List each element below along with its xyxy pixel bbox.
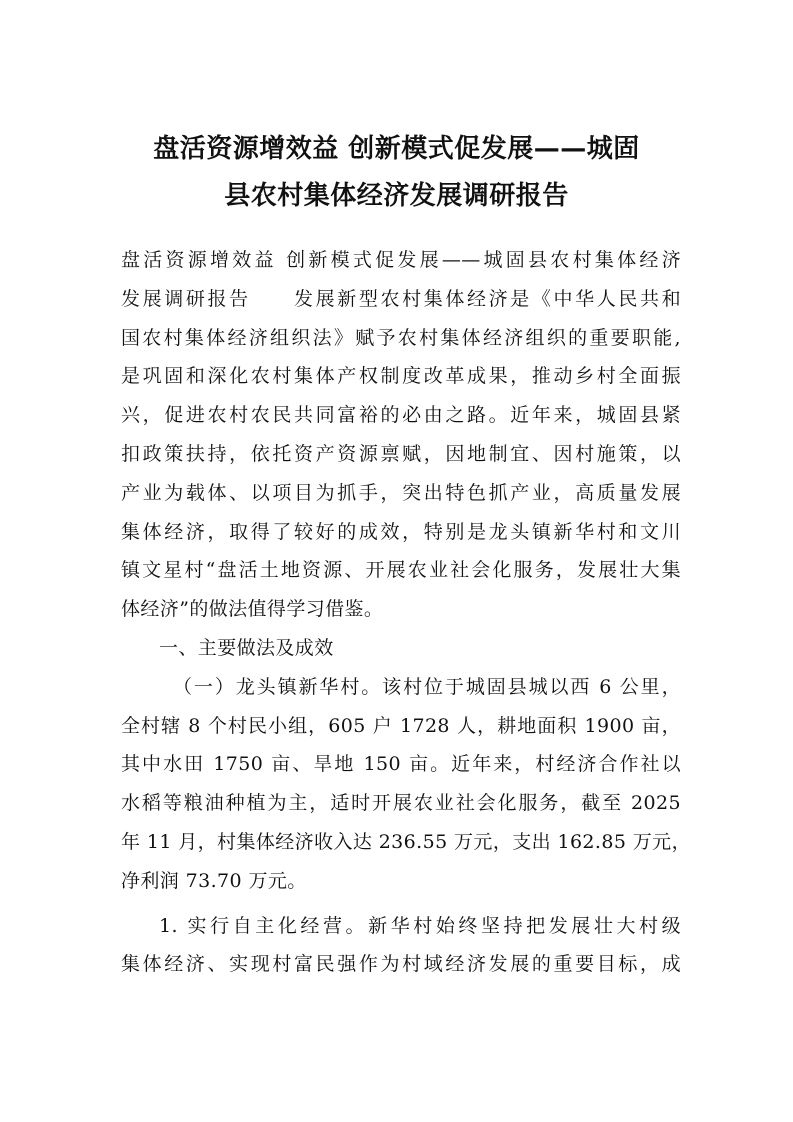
document-title bbox=[100, 126, 693, 220]
body-line: 全村辖 8 个村民小组，605 户 1728 人，耕地面积 1900 亩， bbox=[121, 714, 681, 737]
body-line: 兴，促进农村农民共同富裕的必由之路。近年来，城固县紧 bbox=[121, 404, 681, 427]
body-line: 其中水田 1750 亩、旱地 150 亩。近年来，村经济合作社以 bbox=[121, 753, 681, 776]
body-line: 体经济”的做法值得学习借鉴。 bbox=[121, 598, 384, 621]
body-line: 集体经济，取得了较好的成效，特别是龙头镇新华村和文川 bbox=[121, 520, 681, 543]
body-line: （一）龙头镇新华村。该村位于城固县城以西 6 公里， bbox=[173, 675, 681, 698]
section-heading: 一、主要做法及成效 bbox=[159, 636, 334, 659]
title-line-2: 县农村集体经济发展调研报告 bbox=[224, 181, 569, 211]
body-line: 净利润 73.70 万元。 bbox=[121, 869, 307, 892]
body-line: 盘活资源增效益 创新模式促发展——城固县农村集体经济 bbox=[121, 249, 681, 271]
body-line: 扣政策扶持，依托资产资源禀赋，因地制宜、因村施策，以 bbox=[121, 442, 681, 465]
body-line: 是巩固和深化农村集体产权制度改革成果，推动乡村全面振 bbox=[121, 365, 681, 388]
body-line: 年 11 月，村集体经济收入达 236.55 万元，支出 162.85 万元， bbox=[121, 830, 691, 853]
body-line: 国农村集体经济组织法》赋予农村集体经济组织的重要职能, bbox=[121, 326, 681, 349]
body-line: 1. 实行自主化经营。新华村始终坚持把发展壮大村级 bbox=[159, 914, 681, 937]
title-line-1: 盘活资源增效益 创新模式促发展——城固 bbox=[153, 134, 640, 164]
body-line: 水稻等粮油种植为主，适时开展农业社会化服务，截至 2025 bbox=[121, 792, 681, 815]
body-line: 发展调研报告 发展新型农村集体经济是《中华人民共和 bbox=[121, 287, 681, 310]
body-line: 产业为载体、以项目为抓手，突出特色抓产业，高质量发展 bbox=[121, 481, 681, 504]
document-body bbox=[121, 241, 691, 984]
body-line: 集体经济、实现村富民强作为村域经济发展的重要目标，成 bbox=[121, 953, 681, 976]
body-line: 镇文星村“盘活土地资源、开展农业社会化服务，发展壮大集 bbox=[121, 559, 681, 582]
